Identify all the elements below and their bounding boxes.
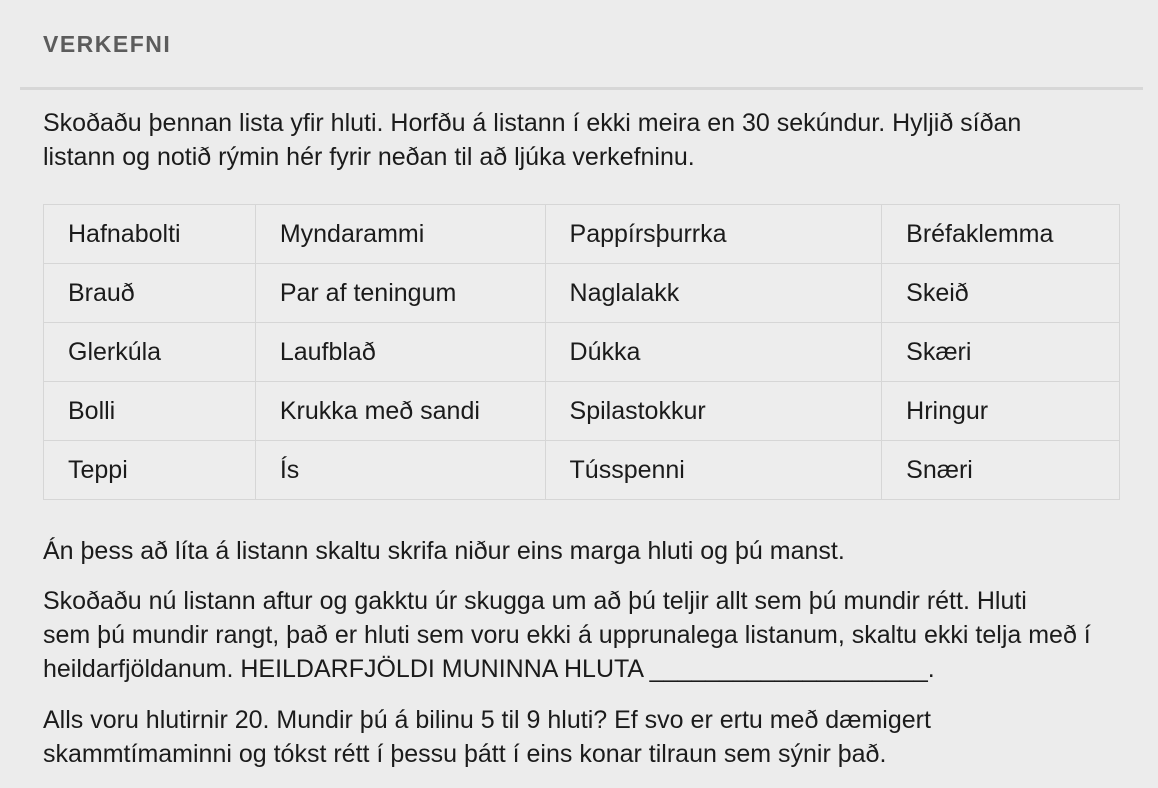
table-row: [44, 323, 1120, 382]
instruction-write-down: Án þess að líta á listann skaltu skrifa niður eins marga hluti og þú manst.: [43, 537, 845, 565]
section-title: VERKEFNI: [43, 31, 172, 57]
table-cell: Laufblað: [255, 323, 545, 382]
table-cell: Naglalakk: [545, 264, 882, 323]
table-cell: Teppi: [44, 441, 256, 500]
instruction-check-list: [43, 584, 1153, 686]
table-cell: Myndarammi: [255, 205, 545, 264]
table-cell: Tússpenni: [545, 441, 882, 500]
table-row: [44, 382, 1120, 441]
table-cell: Dúkka: [545, 323, 882, 382]
table-cell: Skæri: [882, 323, 1120, 382]
items-table: [43, 204, 1120, 500]
instruction-result: [43, 703, 1153, 771]
table-cell: Snæri: [882, 441, 1120, 500]
table-cell: Hringur: [882, 382, 1120, 441]
table-cell: Par af teningum: [255, 264, 545, 323]
instruction-check-line-1: Skoðaðu nú listann aftur og gakktu úr skugga um að þú teljir allt sem þú mundir rétt. Hluti: [43, 587, 1027, 615]
table-cell: Skeið: [882, 264, 1120, 323]
table-row: [44, 441, 1120, 500]
table-cell: Spilastokkur: [545, 382, 882, 441]
header-divider: [20, 87, 1143, 90]
table-cell: Brauð: [44, 264, 256, 323]
instruction-result-line-1: Alls voru hlutirnir 20. Mundir þú á bilinu 5 til 9 hluti? Ef svo er ertu með dæmigert: [43, 706, 931, 734]
intro-line-1: Skoðaðu þennan lista yfir hluti. Horfðu á listann í ekki meira en 30 sekúndur. Hyljið síðan: [43, 109, 1022, 137]
table-cell: Hafnabolti: [44, 205, 256, 264]
table-cell: Krukka með sandi: [255, 382, 545, 441]
table-cell: Bréfaklemma: [882, 205, 1120, 264]
intro-paragraph: [43, 106, 1153, 174]
intro-line-2: listann og notið rýmin hér fyrir neðan til að ljúka verkefninu.: [43, 143, 695, 171]
table-cell: Pappírsþurrka: [545, 205, 882, 264]
instruction-result-line-2: skammtímaminni og tókst rétt í þessu þátt í eins konar tilraun sem sýnir það.: [43, 740, 887, 768]
table-row: [44, 205, 1120, 264]
table-cell: Bolli: [44, 382, 256, 441]
instruction-check-line-3: heildarfjöldanum. HEILDARFJÖLDI MUNINNA HLUTA ____________________.: [43, 655, 935, 683]
table-row: [44, 264, 1120, 323]
table-cell: Ís: [255, 441, 545, 500]
table-cell: Glerkúla: [44, 323, 256, 382]
instruction-check-line-2: sem þú mundir rangt, það er hluti sem voru ekki á upprunalega listanum, skaltu ekki telja með í: [43, 621, 1091, 649]
